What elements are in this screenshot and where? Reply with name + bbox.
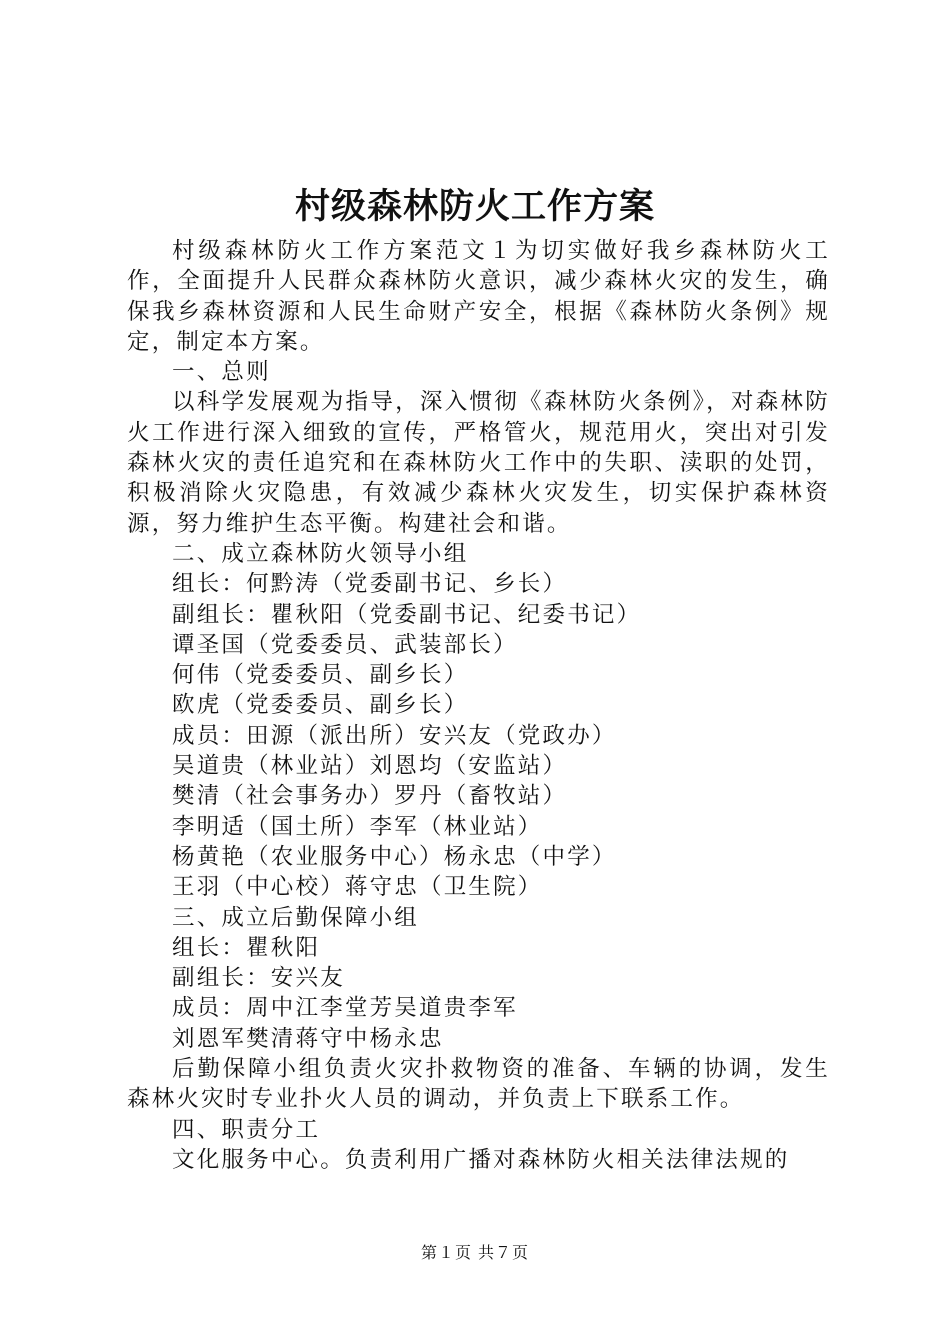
list-item: 成员：周中江李堂芳吴道贵李军 — [172, 995, 518, 1022]
list-item: 樊清（社会事务办）罗丹（畜牧站） — [172, 783, 568, 810]
paragraph-logistics: 后勤保障小组负责火灾扑救物资的准备、车辆的协调，发生森林火灾时专业扑火人员的调动，并负责上下联系工作。 — [127, 1056, 830, 1113]
list-item: 副组长：瞿秋阳（党委副书记、纪委书记） — [172, 601, 642, 628]
list-item: 王羽（中心校）蒋守忠（卫生院） — [172, 874, 543, 901]
section-heading-general: 一、总则 — [172, 359, 271, 386]
section-heading-duties: 四、职责分工 — [172, 1116, 321, 1143]
list-item: 何伟（党委委员、副乡长） — [172, 662, 469, 689]
list-item: 组长：何黔涛（党委副书记、乡长） — [172, 571, 568, 598]
list-item: 吴道贵（林业站）刘恩均（安监站） — [172, 753, 568, 780]
paragraph-intro: 村级森林防火工作方案范文１为切实做好我乡森林防火工作，全面提升人民群众森林防火意识，减少森林火灾的发生，确保我乡森林资源和人民生命财产安全，根据《森林防火条例》规定，制定本方案。 — [127, 238, 830, 355]
section-heading-leadership-group: 二、成立森林防火领导小组 — [172, 540, 469, 567]
page-number-footer: 第１页 共７页 — [420, 1243, 530, 1262]
paragraph-general: 以科学发展观为指导，深入惯彻《森林防火条例》，对森林防火工作进行深入细致的宣传，严格管火，规范用火，突出对引发森林火灾的责任追究和在森林防火工作中的失职、渎职的处罚，积极消除火灾隐患，有效减少森林火灾发生，切实保护森林资源，努力维护生态平衡。构建社会和谐。 — [127, 389, 830, 537]
section-heading-logistics-group: 三、成立后勤保障小组 — [172, 904, 420, 931]
list-item: 杨黄艳（农业服务中心）杨永忠（中学） — [172, 843, 617, 870]
list-item: 组长：瞿秋阳 — [172, 934, 321, 961]
paragraph-duties-start: 文化服务中心。负责利用广播对森林防火相关法律法规的 — [172, 1146, 790, 1173]
list-item: 欧虎（党委委员、副乡长） — [172, 692, 469, 719]
document-title: 村级森林防火工作方案 — [294, 186, 655, 227]
list-item: 成员：田源（派出所）安兴友（党政办） — [172, 722, 617, 749]
document-body — [127, 236, 830, 1175]
list-item: 刘恩军樊清蒋守中杨永忠 — [172, 1025, 444, 1052]
list-item: 谭圣国（党委委员、武装部长） — [172, 631, 518, 658]
list-item: 副组长：安兴友 — [172, 965, 345, 992]
list-item: 李明适（国土所）李军（林业站） — [172, 813, 543, 840]
